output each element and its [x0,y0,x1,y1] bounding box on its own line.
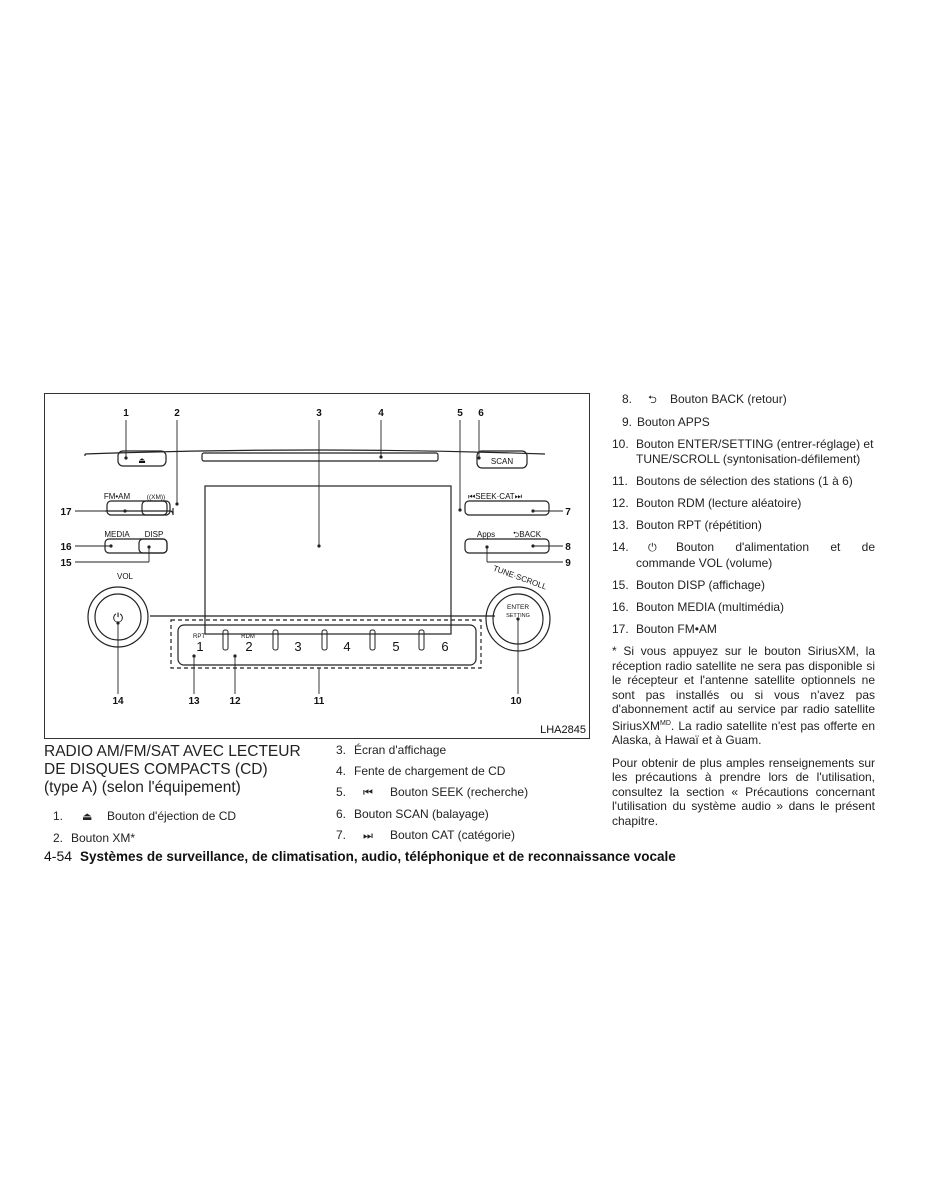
callout-4: 4 [378,408,384,419]
heading-line-2: DE DISQUES COMPACTS (CD) [44,761,268,778]
list-item: 3. Écran d'affichage [336,743,447,757]
callout-17: 17 [60,507,72,518]
radio-diagram [44,393,590,739]
list-item: 17. Bouton FM•AM [612,622,717,636]
list-item: 13. Bouton RPT (répétition) [612,518,762,532]
right-column [612,392,875,828]
page-footer [44,848,676,864]
label-rdm: RDM [241,634,255,640]
middle-column [336,740,596,844]
seek-back-icon: ⏮ [363,787,373,799]
label-scan: SCAN [490,457,514,466]
callout-1: 1 [123,408,129,419]
figure-id: LHA2845 [540,724,586,736]
footnote-siriusxm: * Si vous appuyez sur le bouton SiriusXM, la réception radio satellite ne sera pas disponible si le récepteur et l'antenne satellite optionnels ne sont pas installés ou si vous n'avez pas d'abonnement actif au service par radio satellite SiriusXM$^{MD}$. La radio satellite n'est pas offerte en Alaska, à Hawaï et à Guam. [612,644,875,747]
heading-line-1: RADIO AM/FM/SAT AVEC LECTEUR [44,743,301,760]
radio-diagram-drawing [45,394,589,738]
power-icon: ⏻ [648,542,657,554]
list-item: 7. ⏭ Bouton CAT (catégorie) [336,828,515,842]
callout-9: 9 [565,558,571,569]
callout-8: 8 [565,542,571,553]
preset-1: 1 [196,639,204,654]
list-item: 8. ⮌ Bouton BACK (retour) [622,392,787,406]
left-column [44,740,324,846]
list-item: 1. ⏏ Bouton d'éjection de CD [53,809,237,823]
eject-icon: ⏏ [138,456,146,465]
preset-3: 3 [294,639,302,654]
label-rpt: RPT [193,634,205,640]
list-item: 2. Bouton XM* [53,831,136,845]
list-item: 12. Bouton RDM (lecture aléatoire) [612,496,802,510]
label-disp: DISP [144,530,164,539]
callout-5: 5 [457,408,463,419]
section-heading [44,743,324,797]
callout-12: 12 [229,696,241,707]
label-enter: ENTER [506,604,530,611]
preset-4: 4 [343,639,351,654]
seek-forward-icon: ⏭ [363,830,373,842]
callout-13: 13 [188,696,200,707]
preset-5: 5 [392,639,400,654]
label-setting: SETTING [506,613,530,619]
callout-11: 11 [313,696,325,707]
callout-16: 16 [60,542,72,553]
list-item: 4. Fente de chargement de CD [336,764,506,778]
list-item: 5. ⏮ Bouton SEEK (recherche) [336,785,529,799]
heading-line-3: (type A) (selon l'équipement) [44,779,241,796]
callout-2: 2 [174,408,180,419]
list-item: 16. Bouton MEDIA (multimédia) [612,600,785,614]
label-seek-cat: ⏮SEEK·CAT⏭ [468,492,522,501]
preset-2: 2 [245,639,253,654]
label-fm-am: FM•AM [103,492,131,501]
callout-14: 14 [112,696,124,707]
list-item: 14. ⏻ Bouton d'alimentation et de commande VOL (volume) [612,540,875,570]
list-item: 11. Boutons de sélection des stations (1 à 6) [612,474,853,488]
preset-6: 6 [441,639,449,654]
list-item: 6. Bouton SCAN (balayage) [336,807,489,821]
back-icon: ⮌ [648,394,657,406]
eject-icon: ⏏ [82,811,93,823]
callout-15: 15 [60,558,72,569]
callout-3: 3 [316,408,322,419]
list-item: 10. Bouton ENTER/SETTING (entrer-réglage) et TUNE/SCROLL (syntonisation-défilement) [612,437,874,466]
list-item: 15. Bouton DISP (affichage) [612,578,765,592]
power-icon: ⏻ [112,610,124,625]
list-item: 9. Bouton APPS [622,415,710,429]
note-more-info: Pour obtenir de plus amples renseignements sur les précautions à prendre lors de l'utilisation, consultez la section « Précautions concernant l'utilisation du système audio » dans le présent chapitre. [612,755,875,828]
chapter-title: Systèmes de surveillance, de climatisation, audio, téléphonique et de reconnaissance vocale [80,849,676,864]
label-xm: ((XM)) [146,494,166,501]
label-vol: VOL [116,572,134,581]
label-media: MEDIA [104,530,130,539]
callout-10: 10 [510,696,522,707]
label-tune-scroll: TUNE·SCROLL [491,563,548,592]
callout-7: 7 [565,507,571,518]
label-back: ⮌BACK [512,530,542,539]
label-apps: Apps [476,530,496,539]
page-number: 4-54 [44,848,73,864]
callout-6: 6 [478,408,484,419]
